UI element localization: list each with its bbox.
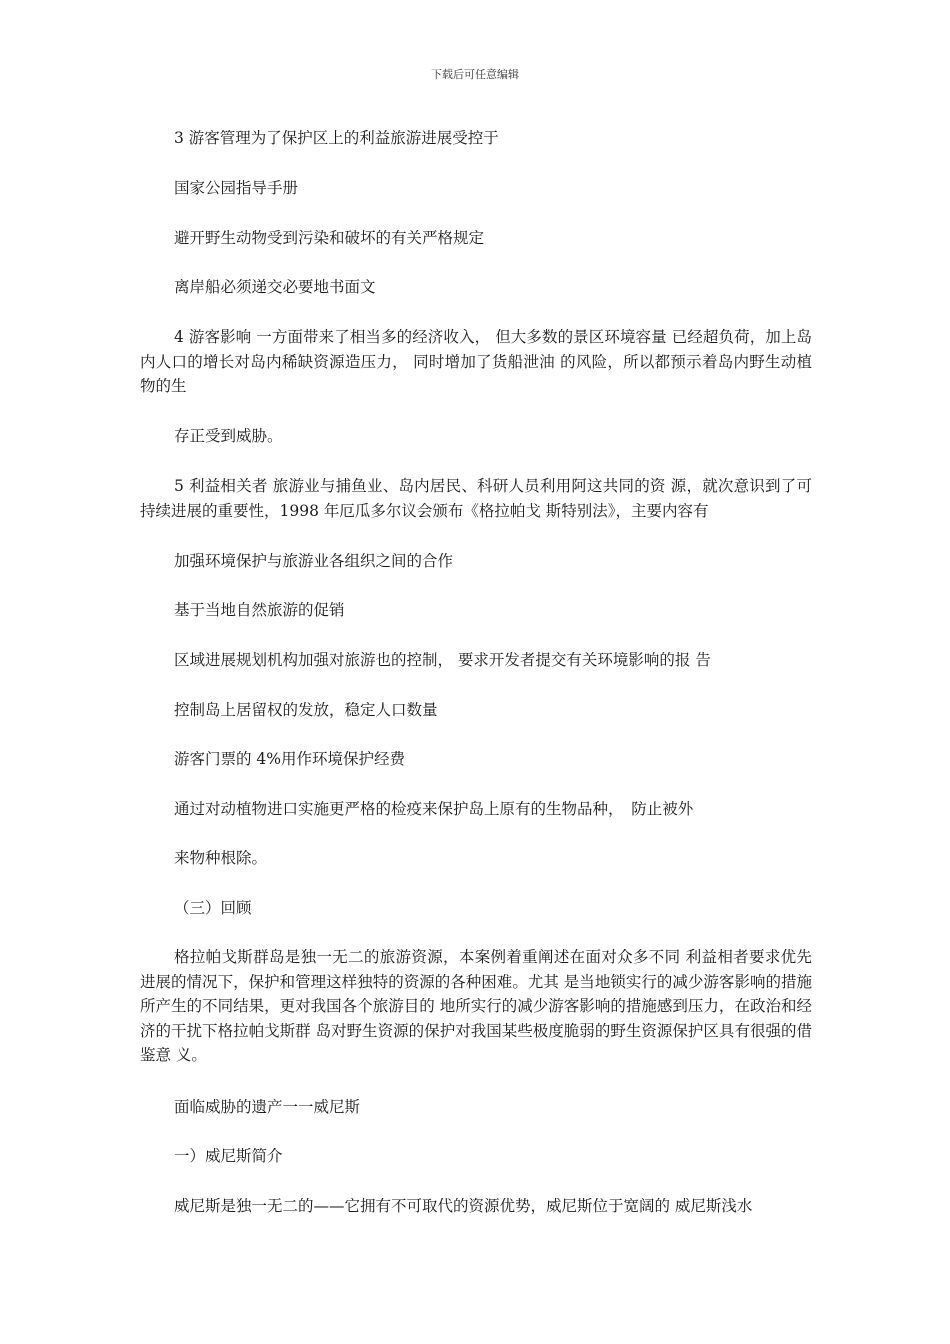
paragraph-residency: 控制岛上居留权的发放，稳定人口数量 <box>174 701 438 719</box>
paragraph-ticket-fund: 游客门票的 4%用作环境保护经费 <box>174 750 406 768</box>
paragraph-quarantine: 通过对动植物进口实施更严格的检疫来保护岛上原有的生物品种， 防止被外 <box>174 800 694 818</box>
paragraph-offshore-boats: 离岸船必须递交必要地书面文 <box>174 278 376 296</box>
paragraph-threatened: 存正受到威胁。 <box>174 427 283 445</box>
paragraph-eradication: 来物种根除。 <box>174 849 268 867</box>
paragraph-promotion: 基于当地自然旅游的促销 <box>174 601 345 619</box>
paragraph-cooperation: 加强环境保护与旅游业各组织之间的合作 <box>174 552 454 570</box>
section-heading-venice-intro: 一）威尼斯简介 <box>174 1147 283 1165</box>
paragraph-visitor-impact: 4 游客影响 一方面带来了相当多的经济收入， 但大多数的景区环境容量 已经超负荷，加上岛内人口的增长对岛内稀缺资源造压力， 同时增加了货船泄油 的风险，所以都预示着岛内野生动植物的生 <box>140 328 812 395</box>
paragraph-review: 格拉帕戈斯群岛是独一无二的旅游资源，本案例着重阐述在面对众多不同 利益相者要求优先进展的情况下，保护和管理这样独特的资源的各种困难。尤其 是当地锁实行的减少游客影响的措施所产生的不同结果，更对我国各个旅游目的 地所实行的减少游客影响的措施感到压力，在政治和经济的干扰下格拉帕戈斯群 岛对野生资源的保护对我国某些极度脆弱的野生资源保护区具有很强的借鉴意 义。 <box>140 948 812 1064</box>
section-heading-venice: 面临威胁的遗产一一威尼斯 <box>174 1098 361 1116</box>
paragraph-visitor-management: 3 游客管理为了保护区上的利益旅游进展受控于 <box>174 129 499 147</box>
paragraph-regional-planning: 区域进展规划机构加强对旅游也的控制， 要求开发者提交有关环境影响的报 告 <box>174 651 711 669</box>
page-header: 下载后可任意编辑 <box>431 68 519 81</box>
paragraph-venice: 威尼斯是独一无二的——它拥有不可取代的资源优势，威尼斯位于宽阔的 威尼斯浅水 <box>174 1197 753 1215</box>
paragraph-wildlife-rules: 避开野生动物受到污染和破坏的有关严格规定 <box>174 229 485 247</box>
paragraph-stakeholders: 5 利益相关者 旅游业与捕鱼业、岛内居民、科研人员利用阿这共同的资 源，就次意识到了可持续进展的重要性，1998 年厄瓜多尔议会颁布《格拉帕戈 斯特别法》，主要内容有 <box>140 477 812 520</box>
section-heading-review: （三）回顾 <box>174 899 252 917</box>
paragraph-national-park-guide: 国家公园指导手册 <box>174 179 299 197</box>
